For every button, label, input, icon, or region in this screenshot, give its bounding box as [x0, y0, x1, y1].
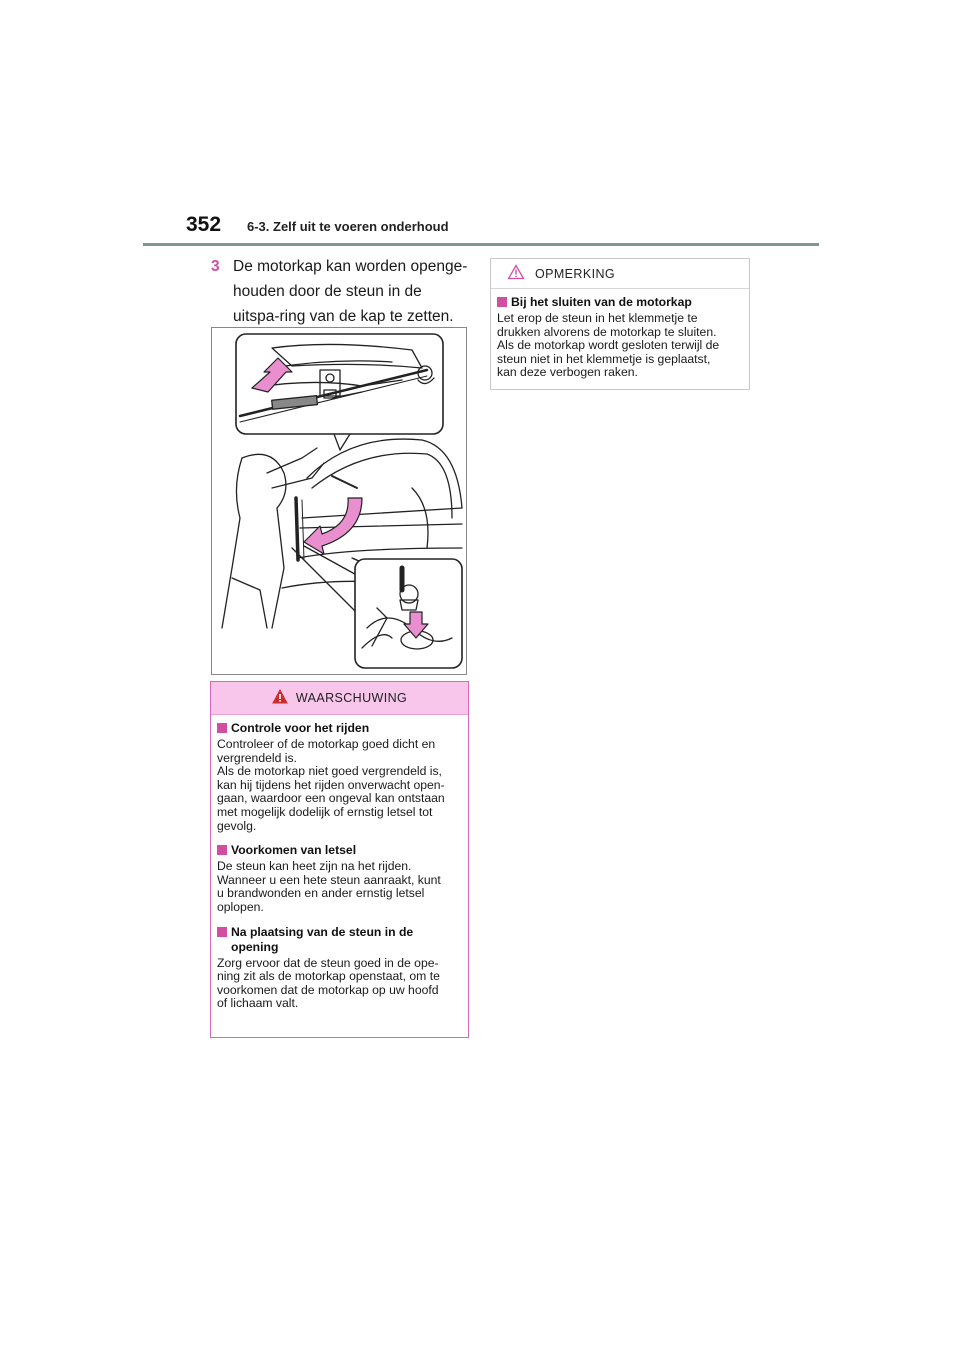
warning-item — [217, 925, 462, 1011]
notice-header — [491, 259, 749, 289]
warning-triangle-icon — [272, 689, 288, 707]
pink-square-bullet — [497, 297, 507, 307]
warning-item — [217, 843, 462, 914]
warning-item-heading: Voorkomen van letsel — [217, 843, 462, 858]
warning-title: WAARSCHUWING — [295, 691, 408, 705]
notice-triangle-icon — [507, 264, 525, 283]
step-text: De motorkap kan worden openge-houden door de steun in de uitspa-ring van de kap te zetten. — [233, 258, 468, 325]
pink-square-bullet — [217, 723, 227, 733]
warning-item-text: De steun kan heet zijn na het rijden. Wanneer u een hete steun aanraakt, kunt u brandwonden en ander ernstig letsel oplopen. — [217, 859, 441, 914]
notice-item-text: Let erop de steun in het klemmetje te drukken alvorens de motorkap te sluiten. Als de motorkap wordt gesloten terwijl de steun niet in het klemmetje is geplaatst, kan deze verbogen raken. — [497, 311, 720, 380]
insert-direction-arrow — [304, 498, 362, 554]
notice-box — [490, 258, 750, 390]
hood-support-illustration — [211, 327, 467, 675]
pink-square-bullet — [217, 927, 227, 937]
section-title: 6-3. Zelf uit te voeren onderhoud — [247, 219, 449, 234]
page-number: 352 — [186, 213, 222, 236]
warning-item-text: Zorg ervoor dat de steun goed in de ope- ning zit als de motorkap openstaat, om te voorkomen dat de motorkap op uw hoofd of lichaam valt. — [217, 955, 440, 1011]
header-rule — [143, 243, 819, 246]
bottom-detail-inset — [355, 559, 462, 668]
notice-item-heading: Bij het sluiten van de motorkap — [497, 295, 743, 310]
notice-body — [491, 289, 749, 380]
step-3 — [211, 254, 469, 329]
warning-item-heading: Na plaatsing van de steun in de opening — [217, 925, 462, 955]
pink-square-bullet — [217, 845, 227, 855]
notice-title: OPMERKING — [535, 266, 615, 281]
warning-box — [210, 681, 469, 1038]
warning-header — [211, 682, 468, 715]
warning-item — [217, 721, 462, 833]
step-number: 3 — [211, 258, 220, 275]
warning-body — [211, 715, 468, 1011]
warning-item-text: Controleer of de motorkap goed dicht en vergrendeld is. Als de motorkap niet goed vergrendeld is, kan hij tijdens het rijden onverwacht open- gaan, waardoor een ongeval kan ontstaan met mogelijk dodelijk of ernstig letsel tot gevolg. — [217, 737, 445, 833]
warning-item-heading: Controle voor het rijden — [217, 721, 462, 736]
notice-item — [497, 295, 743, 380]
